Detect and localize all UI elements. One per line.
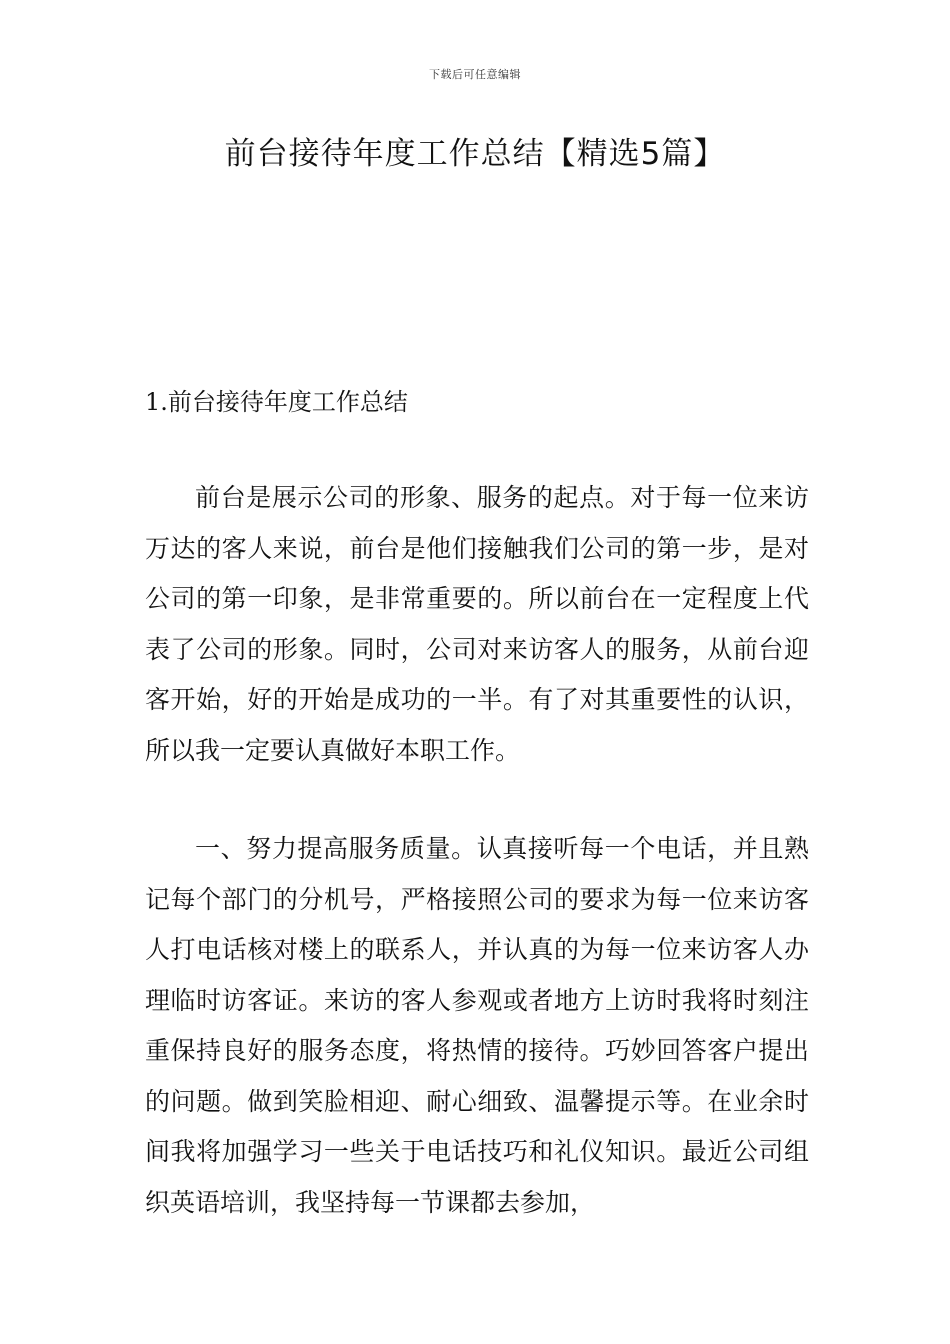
section-heading: 1.前台接待年度工作总结: [145, 388, 408, 416]
body-paragraph: 前台是展示公司的形象、服务的起点。对于每一位来访万达的客人来说，前台是他们接触我们公司的第一步，是对公司的第一印象，是非常重要的。所以前台在一定程度上代表了公司的形象。同时，公司对来访客人的服务，从前台迎客开始，好的开始是成功的一半。有了对其重要性的认识，所以我一定要认真做好本职工作。: [145, 483, 809, 765]
header-note: 下载后可任意编辑: [429, 68, 521, 81]
body-paragraph: 一、努力提高服务质量。认真接听每一个电话，并且熟记每个部门的分机号，严格接照公司的要求为每一位来访客人打电话核对楼上的联系人，并认真的为每一位来访客人办理临时访客证。来访的客人参观或者地方上访时我将时刻注重保持良好的服务态度，将热情的接待。巧妙回答客户提出的问题。做到笑脸相迎、耐心细致、温馨提示等。在业余时间我将加强学习一些关于电话技巧和礼仪知识。最近公司组织英语培训，我坚持每一节课都去参加，: [145, 834, 809, 1217]
document-title: 前台接待年度工作总结【精选5篇】: [224, 136, 726, 172]
